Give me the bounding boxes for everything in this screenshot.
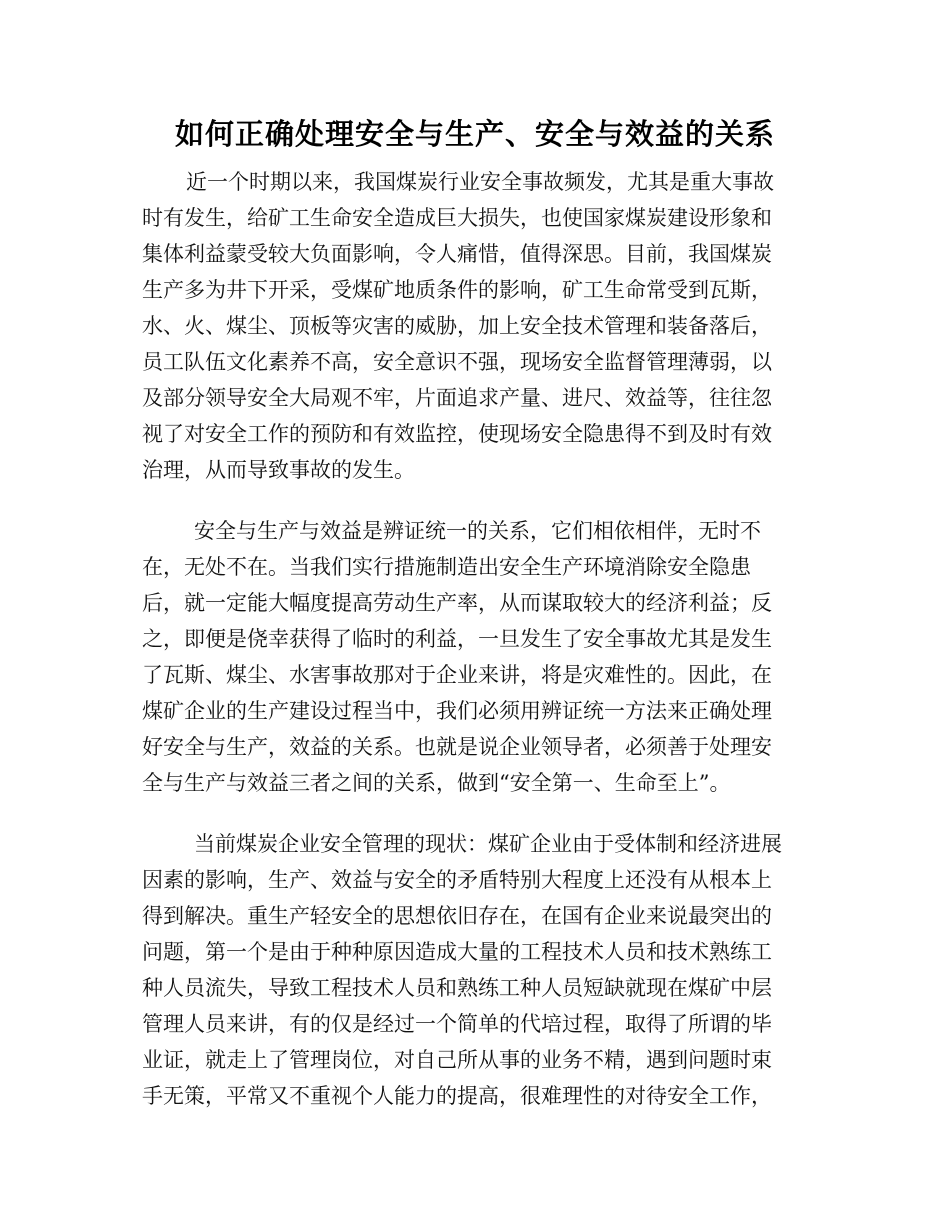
paragraph-3-line: 业证，就走上了管理岗位，对自己所从事的业务不精，遇到问题时束 [142, 1048, 772, 1072]
paragraph-2-line: 全与生产与效益三者之间的关系，做到“安全第一、生命至上”。 [142, 771, 731, 795]
paragraph-2-line: 煤矿企业的生产建设过程当中，我们必须用辨证统一方法来正确处理 [142, 699, 772, 723]
document-title: 如何正确处理安全与生产、安全与效益的关系 [174, 117, 775, 151]
paragraph-2-line: 好安全与生产，效益的关系。也就是说企业领导者，必须善于处理安 [142, 735, 772, 759]
paragraph-3-line: 管理人员来讲，有的仅是经过一个简单的代培过程，取得了所谓的毕 [142, 1012, 772, 1036]
paragraph-2-line: 在，无处不在。当我们实行措施制造出安全生产环境消除安全隐患 [142, 555, 751, 579]
paragraph-1-line: 近一个时期以来，我国煤炭行业安全事故频发，尤其是重大事故 [186, 170, 774, 194]
paragraph-1-line: 治理，从而导致事故的发生。 [142, 458, 415, 482]
paragraph-3-line: 种人员流失，导致工程技术人员和熟练工种人员短缺就现在煤矿中层 [142, 976, 772, 1000]
paragraph-3-line: 手无策，平常又不重视个人能力的提高，很难理性的对待安全工作， [142, 1084, 772, 1108]
paragraph-1-line: 生产多为井下开采，受煤矿地质条件的影响，矿工生命常受到瓦斯， [142, 278, 772, 302]
paragraph-2-line: 安全与生产与效益是辨证统一的关系，它们相依相伴，无时不 [194, 519, 761, 543]
paragraph-1-line: 视了对安全工作的预防和有效监控，使现场安全隐患得不到及时有效 [142, 422, 772, 446]
paragraph-2-line: 之，即便是侥幸获得了临时的利益，一旦发生了安全事故尤其是发生 [142, 627, 772, 651]
paragraph-3-line: 问题，第一个是由于种种原因造成大量的工程技术人员和技术熟练工 [142, 940, 772, 964]
paragraph-1-line: 水、火、煤尘、顶板等灾害的威胁，加上安全技术管理和装备落后， [142, 314, 772, 338]
paragraph-2-line: 了瓦斯、煤尘、水害事故那对于企业来讲，将是灾难性的。因此，在 [142, 663, 772, 687]
paragraph-3-line: 当前煤炭企业安全管理的现状：煤矿企业由于受体制和经济进展 [194, 832, 782, 856]
paragraph-3-line: 因素的影响，生产、效益与安全的矛盾特别大程度上还没有从根本上 [142, 868, 772, 892]
paragraph-1-line: 集体利益蒙受较大负面影响，令人痛惜，值得深思。目前，我国煤炭 [142, 242, 772, 266]
paragraph-1-line: 时有发生，给矿工生命安全造成巨大损失，也使国家煤炭建设形象和 [142, 206, 772, 230]
paragraph-2-line: 后，就一定能大幅度提高劳动生产率，从而谋取较大的经济利益；反 [142, 591, 772, 615]
paragraph-1-line: 及部分领导安全大局观不牢，片面追求产量、进尺、效益等，往往忽 [142, 386, 772, 410]
paragraph-3-line: 得到解决。重生产轻安全的思想依旧存在，在国有企业来说最突出的 [142, 904, 772, 928]
paragraph-1-line: 员工队伍文化素养不高，安全意识不强，现场安全监督管理薄弱，以 [142, 350, 772, 374]
